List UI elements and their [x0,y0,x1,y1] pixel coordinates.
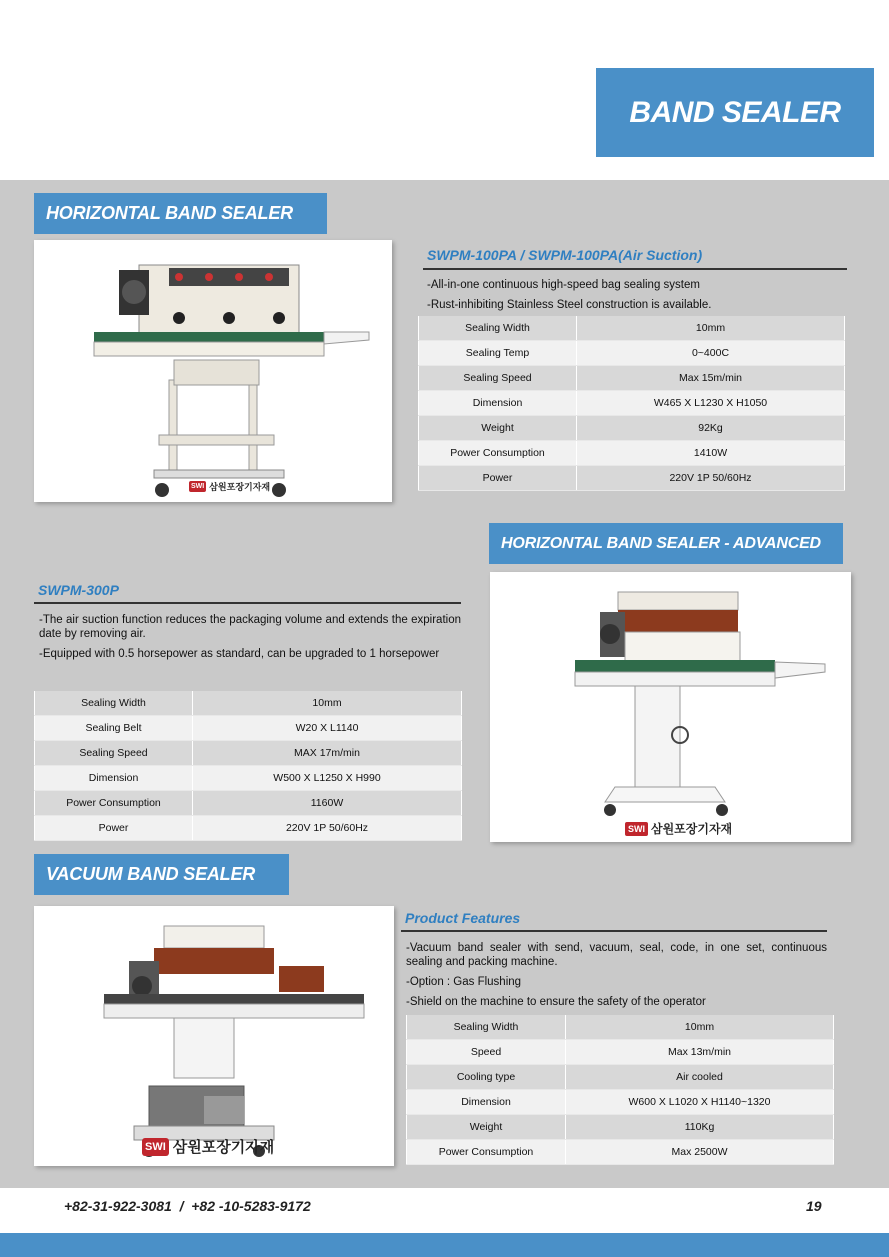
spec-label: Sealing Belt [35,716,193,741]
spec-value: 10mm [193,691,462,716]
title-rule [423,268,847,270]
spec-label: Speed [407,1040,566,1065]
spec-table-body [407,1015,834,1165]
description-line: -Vacuum band sealer with send, vacuum, seal, code, in one set, continuous sealing and packing machine. [406,942,827,968]
brand-logo [142,1136,274,1157]
spec-label: Sealing Width [419,316,577,341]
spec-row [407,1065,834,1090]
spec-value: W20 X L1140 [193,716,462,741]
vacuum-sealer-illustration [34,906,394,1166]
spec-row [407,1140,834,1165]
advanced-sealer-illustration [490,572,851,842]
brand-badge: SWI [142,1138,169,1156]
spec-row [407,1115,834,1140]
description-advanced [39,613,461,667]
spec-value: 1160W [193,791,462,816]
spec-label: Power Consumption [419,441,577,466]
spec-label: Dimension [419,391,577,416]
spec-table-horizontal [418,316,845,491]
spec-row [35,741,462,766]
section-label-advanced: HORIZONTAL BAND SEALER - ADVANCED [489,523,843,564]
spec-row [419,441,845,466]
brand-badge: SWI [625,822,648,836]
spec-table-body [35,691,462,841]
spec-row [35,816,462,841]
spec-row [419,316,845,341]
spec-value: MAX 17m/min [193,741,462,766]
spec-table-vacuum [406,1015,834,1165]
spec-label: Sealing Width [407,1015,566,1040]
spec-label: Power Consumption [407,1140,566,1165]
brand-name: 삼원포장기자재 [172,1138,275,1156]
spec-value: 92Kg [577,416,845,441]
spec-row [407,1040,834,1065]
spec-table-advanced [34,691,462,841]
spec-value: 10mm [577,316,845,341]
spec-row [419,416,845,441]
section-label-horizontal: HORIZONTAL BAND SEALER [34,193,327,234]
spec-value: 10mm [566,1015,834,1040]
description-horizontal [427,278,847,318]
description-vacuum [406,941,827,1015]
product-photo-advanced [490,572,851,842]
spec-value: 110Kg [566,1115,834,1140]
spec-label: Power [419,466,577,491]
spec-value: W465 X L1230 X H1050 [577,391,845,416]
spec-value: Max 13m/min [566,1040,834,1065]
brand-logo [189,480,270,493]
description-line: -The air suction function reduces the packaging volume and extends the expiration date by removing air. [39,614,461,640]
section-label-vacuum: VACUUM BAND SEALER [34,854,289,895]
spec-label: Dimension [407,1090,566,1115]
spec-row [35,791,462,816]
spec-label: Power Consumption [35,791,193,816]
spec-label: Sealing Speed [419,366,577,391]
description-line: -All-in-one continuous high-speed bag sealing system [427,279,700,291]
model-name-advanced: SWPM-300P [38,582,119,598]
spec-value: Air cooled [566,1065,834,1090]
spec-value: W500 X L1250 X H990 [193,766,462,791]
description-line: -Rust-inhibiting Stainless Steel construction is available. [427,299,712,311]
brand-name: 삼원포장기자재 [651,822,733,836]
description-line: -Shield on the machine to ensure the safety of the operator [406,996,706,1008]
spec-row [35,716,462,741]
brand-logo [625,820,732,837]
model-name-vacuum: Product Features [405,910,521,926]
spec-value: 0~400C [577,341,845,366]
spec-label: Weight [419,416,577,441]
model-name-horizontal: SWPM-100PA / SWPM-100PA(Air Suction) [427,247,703,263]
spec-row [35,691,462,716]
spec-row [419,391,845,416]
brand-name: 삼원포장기자재 [209,483,271,493]
page-number: 19 [806,1198,822,1214]
product-photo-horizontal [34,240,392,502]
bottom-bar [0,1233,889,1257]
spec-row [419,466,845,491]
spec-row [419,366,845,391]
spec-value: W600 X L1020 X H1140~1320 [566,1090,834,1115]
spec-value: Max 2500W [566,1140,834,1165]
description-line: -Equipped with 0.5 horsepower as standard, can be upgraded to 1 horsepower [39,648,440,660]
spec-label: Weight [407,1115,566,1140]
footer-contact: +82-31-922-3081 / +82 -10-5283-9172 [64,1198,311,1214]
spec-label: Sealing Width [35,691,193,716]
spec-label: Sealing Speed [35,741,193,766]
spec-row [419,341,845,366]
spec-value: 1410W [577,441,845,466]
spec-value: 220V 1P 50/60Hz [577,466,845,491]
spec-label: Sealing Temp [419,341,577,366]
title-rule [34,602,461,604]
brand-badge: SWI [191,483,205,490]
spec-label: Power [35,816,193,841]
page-title: BAND SEALER [596,68,874,157]
band-sealer-illustration [34,240,392,502]
spec-value: Max 15m/min [577,366,845,391]
description-line: -Option : Gas Flushing [406,976,522,988]
product-photo-vacuum [34,906,394,1166]
title-rule [401,930,827,932]
spec-row [35,766,462,791]
spec-row [407,1015,834,1040]
spec-value: 220V 1P 50/60Hz [193,816,462,841]
spec-row [407,1090,834,1115]
spec-label: Dimension [35,766,193,791]
spec-label: Cooling type [407,1065,566,1090]
spec-table-body [419,316,845,491]
